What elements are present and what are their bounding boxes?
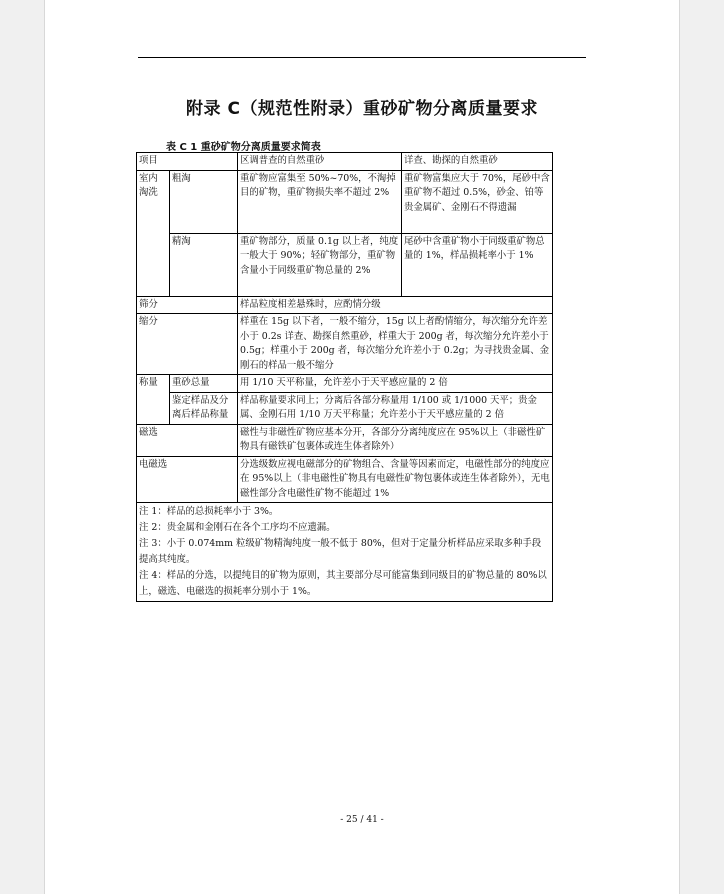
note-1: 注 1：样品的总损耗率小于 3%。 [139, 506, 279, 517]
table-row [137, 170, 553, 233]
appendix-title: 附录 C（规范性附录）重砂矿物分离质量要求 [186, 99, 538, 119]
table-row [137, 424, 553, 456]
row-label-weighing-total: 重砂总量 [170, 375, 238, 393]
cell-weighing-total: 用 1/10 天平称量，允许差小于天平感应量的 2 倍 [238, 375, 553, 393]
note-2: 注 2：贵金属和金刚石在各个工序均不应遗漏。 [139, 522, 336, 533]
cell-sieving: 样品粒度相差悬殊时，应酌情分级 [238, 296, 553, 314]
table-row [137, 375, 553, 393]
row-label-washing: 室内淘洗 [137, 170, 170, 296]
cell-coarse-regional: 重矿物应富集至 50%~70%，不淘掉目的矿物，重矿物损失率不超过 2% [238, 170, 402, 233]
row-label-sieving: 筛分 [137, 296, 238, 314]
row-label-weighing: 称量 [137, 375, 170, 425]
document-page [44, 0, 680, 894]
note-3: 注 3：小于 0.074mm 粒级矿物精淘纯度一般不低于 80%，但对于定量分析样品应采取多种手段提高其纯度。 [139, 538, 542, 565]
table-row [137, 314, 553, 375]
page-number: - 25 / 41 - [340, 815, 384, 825]
header-detailed: 详查、勘探的自然重砂 [402, 153, 553, 171]
cell-weighing-sample: 样品称量要求同上；分离后各部分称量用 1/100 或 1/1000 天平；贵金属、金刚石用 1/10 万天平称量；允许差小于天平感应量的 2 倍 [238, 392, 553, 424]
table-caption: 表 C 1 重砂矿物分离质量要求简表 [166, 142, 321, 153]
row-label-electromagnetic: 电磁选 [137, 456, 238, 503]
table-row [137, 392, 553, 424]
cell-splitting: 样重在 15g 以下者，一般不缩分，15g 以上者酌情缩分，每次缩分允许差小于 0.2s 详查、勘探自然重砂，样重大于 200g 者，每次缩分允许差小于 0.5g；样重小于 200g 者，每次缩分允许差小于 0.2g；为寻找贵金属、金刚石的样品一般不缩分 [238, 314, 553, 375]
header-regional: 区调普查的自然重砂 [238, 153, 402, 171]
table-row [137, 456, 553, 503]
table-row [137, 233, 553, 296]
cell-fine-regional: 重矿物部分，质量 0.1g 以上者，纯度一般大于 90%；轻矿物部分，重矿物含量小于同级重矿物总量的 2% [238, 233, 402, 296]
cell-fine-detailed: 尾砂中含重矿物小于同级重矿物总量的 1%，样品损耗率小于 1% [402, 233, 553, 296]
table-header-row [137, 153, 553, 171]
row-label-weighing-sample: 鉴定样品及分离后样品称量 [170, 392, 238, 424]
note-4: 注 4：样品的分选，以提纯目的矿物为原则，其主要部分尽可能富集到同级目的矿物总量的 80%以上，磁选、电磁选的损耗率分别小于 1%。 [139, 570, 547, 597]
row-label-magnetic: 磁选 [137, 424, 238, 456]
cell-electromagnetic: 分选级数应视电磁部分的矿物组合、含量等因素而定，电磁性部分的纯度应在 95%以上（非电磁性矿物具有电磁性矿物包裹体或连生体者除外），无电磁性部分含电磁性矿物不能超过 1% [238, 456, 553, 503]
cell-magnetic: 磁性与非磁性矿物应基本分开，各部分分离纯度应在 95%以上（非磁性矿物具有磁铁矿包裹体或连生体者除外） [238, 424, 553, 456]
table-row [137, 296, 553, 314]
cell-coarse-detailed: 重矿物富集应大于 70%，尾砂中含重矿物不超过 0.5%，砂金、铂等贵金属矿、金刚石不得遗漏 [402, 170, 553, 233]
header-rule [138, 57, 586, 58]
table-notes [137, 503, 553, 602]
row-label-fine: 精淘 [170, 233, 238, 296]
separation-requirements-table [136, 152, 553, 602]
row-label-coarse: 粗淘 [170, 170, 238, 233]
header-item: 项目 [137, 153, 238, 171]
row-label-splitting: 缩分 [137, 314, 238, 375]
table-notes-row [137, 503, 553, 602]
